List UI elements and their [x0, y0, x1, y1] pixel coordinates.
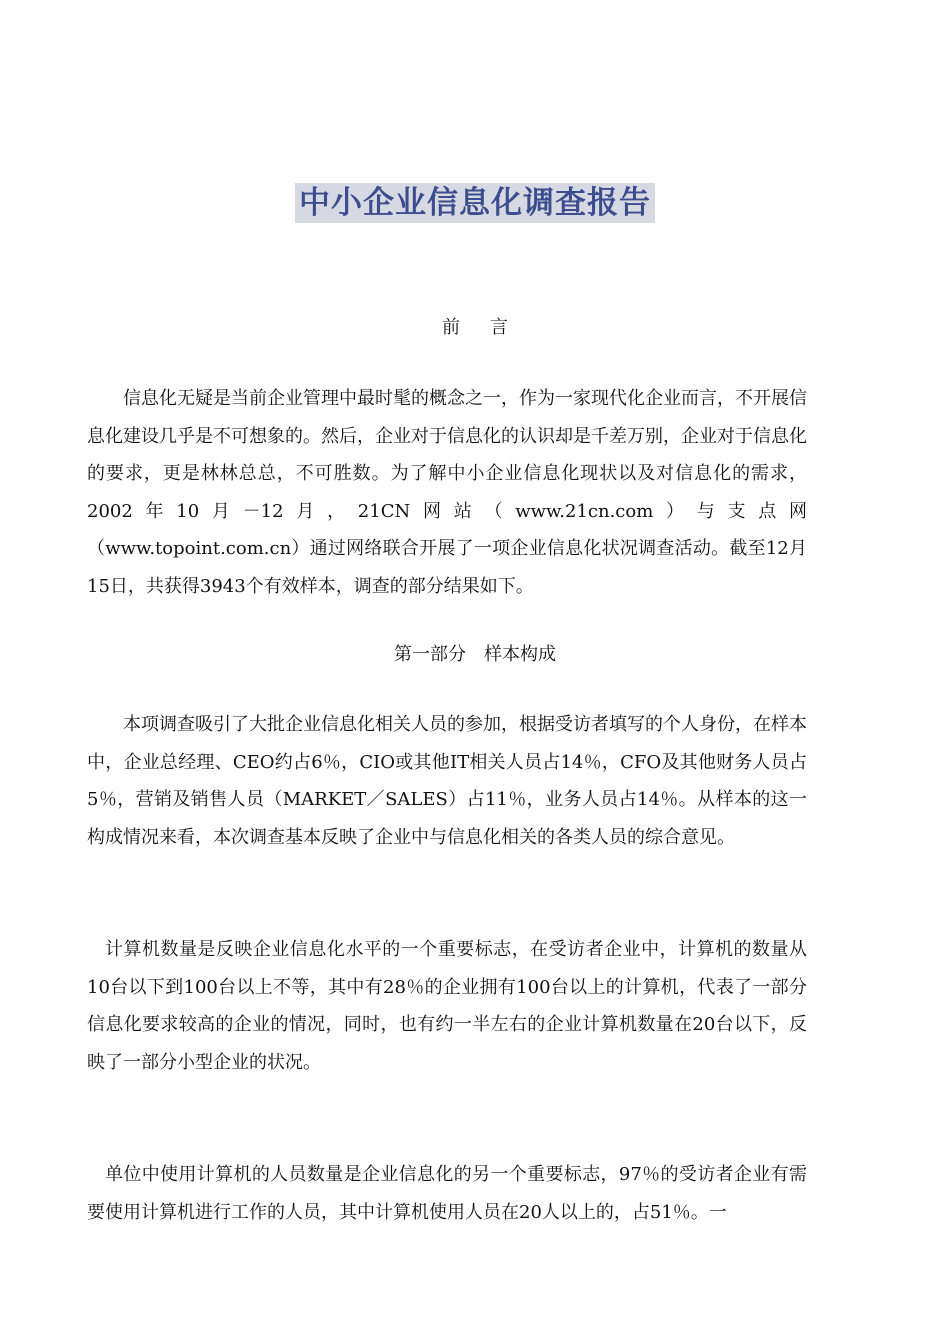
title-block: [0, 183, 950, 223]
preface-heading: 前言: [442, 317, 538, 338]
preface-paragraph: 信息化无疑是当前企业管理中最时髦的概念之一，作为一家现代化企业而言，不开展信息化建设几乎是不可想象的。然后，企业对于信息化的认识却是千差万别，企业对于信息化的要求，更是林林总总，不可胜数。为了解中小企业信息化现状以及对信息化的需求，2002年10月－12月，21CN网站（www.21cn.com）与支点网（www.topoint.com.cn）通过网络联合开展了一项企业信息化状况调查活动。截至12月15日，共获得3943个有效样本，调查的部分结果如下。: [87, 388, 807, 597]
computer-users-paragraph: 单位中使用计算机的人员数量是企业信息化的另一个重要标志，97％的受访者企业有需要使用计算机进行工作的人员，其中计算机使用人员在20人以上的，占51％。一: [87, 1164, 807, 1223]
sample-composition-paragraph: 本项调查吸引了大批企业信息化相关人员的参加，根据受访者填写的个人身份，在样本中，企业总经理、CEO约占6％，CIO或其他IT相关人员占14％，CFO及其他财务人员占5％，营销及销售人员（MARKET／SALES）占11％，业务人员占14％。从样本的这一构成情况来看，本次调查基本反映了企业中与信息化相关的各类人员的综合意见。: [87, 714, 807, 848]
document-title: 中小企业信息化调查报告: [295, 183, 655, 223]
part1-heading: 第一部分 样本构成: [394, 644, 556, 665]
computer-count-paragraph: 计算机数量是反映企业信息化水平的一个重要标志，在受访者企业中，计算机的数量从10台以下到100台以上不等，其中有28％的企业拥有100台以上的计算机，代表了一部分信息化要求较高的企业的情况，同时，也有约一半左右的企业计算机数量在20台以下，反映了一部分小型企业的状况。: [87, 939, 807, 1073]
